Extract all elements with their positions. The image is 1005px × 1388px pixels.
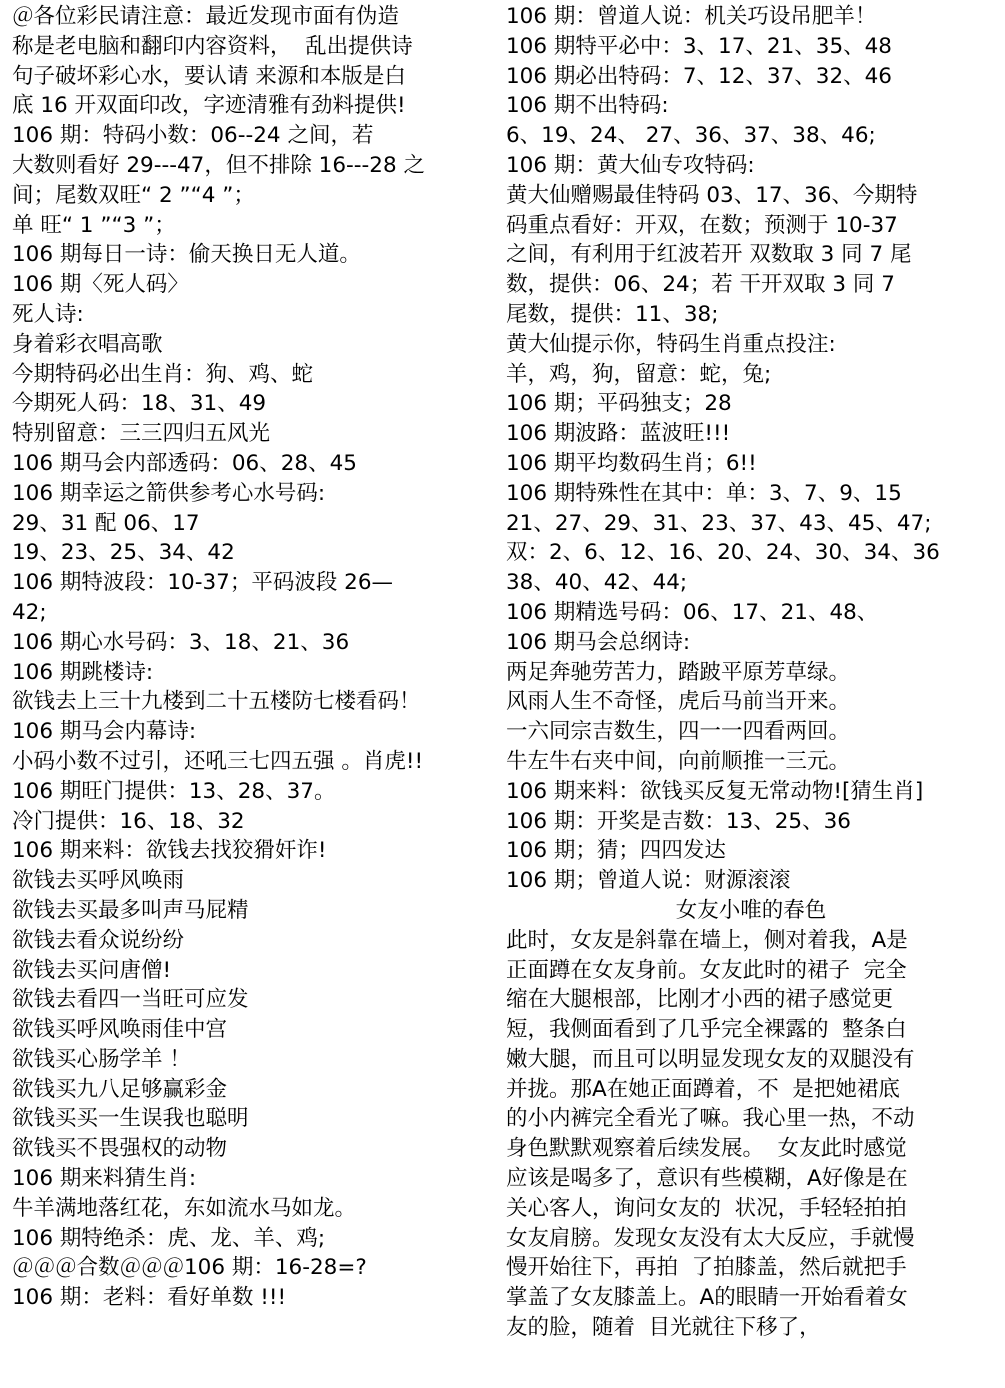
text-line: 底 16 开双面印改，字迹清雅有劲料提供! [12, 93, 406, 119]
story-line: 应该是喝多了，意识有些模糊，A好像是在 [506, 1166, 908, 1192]
text-line: 今期特码必出生肖：狗、鸡、蛇 [12, 361, 314, 387]
text-line: 间；尾数双旺“ 2 ”“4 ”； [12, 182, 255, 208]
text-line: 106 期马会内部透码：06、28、45 [12, 450, 357, 476]
story-line: 缩在大腿根部，比刚才小西的裙子感觉更 [506, 987, 894, 1013]
text-line: ＠＠＠合数＠＠＠106 期：16-28=? [12, 1255, 367, 1281]
story-line: 关心客人，询问女友的 状况，手轻轻拍拍 [506, 1195, 907, 1221]
text-line: 106 期精选号码：06、17、21、48、 [506, 599, 879, 625]
left-column [12, 2, 490, 1313]
text-line: 风雨人生不奇怪，虎后马前当开来。 [506, 689, 851, 715]
text-line: 106 期跳楼诗: [12, 659, 154, 685]
text-line: 106 期心水号码：3、18、21、36 [12, 629, 350, 655]
text-line: 106 期波路：蓝波旺!!! [506, 421, 731, 447]
text-line: 数，提供：06、24；若 干开双取 3 同 7 [506, 272, 895, 298]
text-line: 欲钱去买呼风唤雨 [12, 868, 185, 894]
story-line: 友的脸，随着 目光就往下移了， [506, 1315, 821, 1341]
text-line: 106 期必出特码：7、12、37、32、46 [506, 63, 892, 89]
story-line: 身色默默观察着后续发展。 女友此时感觉 [506, 1136, 907, 1162]
text-line: 小码小数不过引，还吼三七四五强 。肖虎!! [12, 748, 424, 774]
text-line: 句子破坏彩心水，要认请 来源和本版是白 [12, 63, 406, 89]
text-line: 欲钱买九八足够赢彩金 [12, 1076, 228, 1102]
text-line: 106 期特平必中：3、17、21、35、48 [506, 33, 892, 59]
text-line: 106 期：曾道人说：机关巧设吊肥羊！ [506, 4, 877, 29]
text-line: 今期死人码：18、31、49 [12, 391, 267, 417]
text-line: 欲钱买心肠学羊 ！ [12, 1046, 191, 1072]
text-line: 欲钱买呼风唤雨佳中宫 [12, 1017, 228, 1043]
text-line: 欲钱买买一生误我也聪明 [12, 1106, 249, 1132]
text-line: 冷门提供：16、18、32 [12, 808, 245, 834]
text-line: 6、19、24、 27、36、37、38、46; [506, 123, 876, 149]
story-line: 慢开始往下，再拍 了拍膝盖，然后就把手 [506, 1255, 907, 1281]
text-line: 牛羊满地落红花，东如流水马如龙。 [12, 1195, 357, 1221]
text-line: 欲钱去看众说纷纷 [12, 927, 185, 953]
text-line: 106 期每日一诗：偷天换日无人道。 [12, 242, 361, 268]
text-line: 38、40、42、44; [506, 570, 688, 596]
text-line: 106 期平均数码生肖；6!! [506, 450, 757, 476]
story-line: 短，我侧面看到了几乎完全裸露的 整条白 [506, 1017, 907, 1043]
story-line: 正面蹲在女友身前。女友此时的裙子 完全 [506, 957, 907, 983]
text-line: 106 期；平码独支；28 [506, 391, 732, 417]
text-line: 106 期特波段：10-37；平码波段 26— [12, 570, 394, 596]
text-line: 19、23、25、34、42 [12, 540, 235, 566]
text-line: 106 期；曾道人说：财源滚滚 [506, 868, 791, 894]
text-line: 一六同宗吉数生，四一一四看两回。 [506, 719, 851, 745]
story-line: 掌盖了女友膝盖上。A的眼睛一开始看着女 [506, 1285, 908, 1311]
text-line: 21、27、29、31、23、37、43、45、47; [506, 510, 932, 536]
text-line: 两足奔驰劳苦力，踏跛平原芳草绿。 [506, 659, 851, 685]
story-body [506, 926, 996, 1343]
text-line: 42; [12, 599, 47, 625]
right-column [506, 2, 996, 1343]
text-line: 106 期：黄大仙专攻特码: [506, 152, 755, 178]
text-line: 106 期特绝杀：虎、龙、羊、鸡; [12, 1225, 326, 1251]
text-line: 黄大仙赠赐最佳特码 03、17、36、今期特 [506, 182, 918, 208]
text-line: 106 期〈死人码〉 [12, 272, 189, 298]
text-line: 欲钱去买问唐僧! [12, 957, 172, 983]
right-column-top [506, 2, 996, 896]
text-line: 欲钱去看四一当旺可应发 [12, 987, 249, 1013]
text-line: 106 期；猜；四四发达 [506, 838, 726, 864]
text-line: 106 期：特码小数：06--24 之间，若 [12, 123, 374, 149]
text-line: 106 期不出特码: [506, 93, 669, 119]
text-line: 死人诗: [12, 301, 84, 327]
story-line: 嫩大腿，而且可以明显发现女友的双腿没有 [506, 1046, 915, 1072]
text-line: ＠各位彩民请注意：最近发现市面有伪造 [12, 4, 400, 29]
text-line: 黄大仙提示你，特码生肖重点投注: [506, 331, 836, 357]
text-line: 106 期特殊性在其中：单：3、7、9、15 [506, 480, 902, 506]
text-line: 106 期来料：欲钱去找狡猾奸诈! [12, 838, 327, 864]
text-line: 羊，鸡，狗，留意：蛇，兔; [506, 361, 772, 387]
text-line: 特别留意：三三四归五风光 [12, 421, 271, 447]
text-line: 106 期来料猜生肖: [12, 1166, 197, 1192]
text-line: 双：2、6、12、16、20、24、30、34、36 [506, 540, 940, 566]
text-line: 106 期幸运之箭供参考心水号码: [12, 480, 326, 506]
story-line: 此时，女友是斜靠在墙上，侧对着我，A是 [506, 927, 908, 953]
text-line: 106 期来料：欲钱买反复无常动物![猜生肖] [506, 778, 924, 804]
text-line: 尾数，提供：11、38; [506, 301, 719, 327]
text-line: 欲钱买不畏强权的动物 [12, 1136, 228, 1162]
story-title: 女友小唯的春色 [675, 897, 827, 923]
text-line: 单 旺“ 1 ”“3 ”； [12, 212, 176, 238]
story-line: 的小内裤完全看光了嘛。我心里一热，不动 [506, 1106, 915, 1132]
text-line: 106 期马会总纲诗: [506, 629, 691, 655]
text-line: 106 期：老料：看好单数 !!! [12, 1285, 287, 1311]
text-line: 29、31 配 06、17 [12, 510, 200, 536]
text-line: 106 期旺门提供：13、28、37。 [12, 778, 336, 804]
text-line: 码重点看好：开双，在数；预测于 10-37 [506, 212, 898, 238]
text-line: 称是老电脑和翻印内容资料， 乱出提供诗 [12, 33, 413, 59]
text-line: 大数则看好 29---47，但不排除 16---28 之 [12, 152, 425, 178]
story-line: 女友肩膀。发现女友没有太大反应，手就慢 [506, 1225, 915, 1251]
text-line: 牛左牛右夹中间，向前顺推一三元。 [506, 748, 851, 774]
text-line: 106 期马会内幕诗: [12, 719, 197, 745]
text-line: 106 期：开奖是吉数：13、25、36 [506, 808, 851, 834]
text-line: 欲钱去上三十九楼到二十五楼防七楼看码！ [12, 689, 421, 715]
text-line: 之间，有利用于红波若开 双数取 3 同 7 尾 [506, 242, 912, 268]
text-line: 欲钱去买最多叫声马屁精 [12, 897, 249, 923]
story-line: 并拢。那A在她正面蹲着，不 是把她裙底 [506, 1076, 900, 1102]
text-line: 身着彩衣唱高歌 [12, 331, 163, 357]
